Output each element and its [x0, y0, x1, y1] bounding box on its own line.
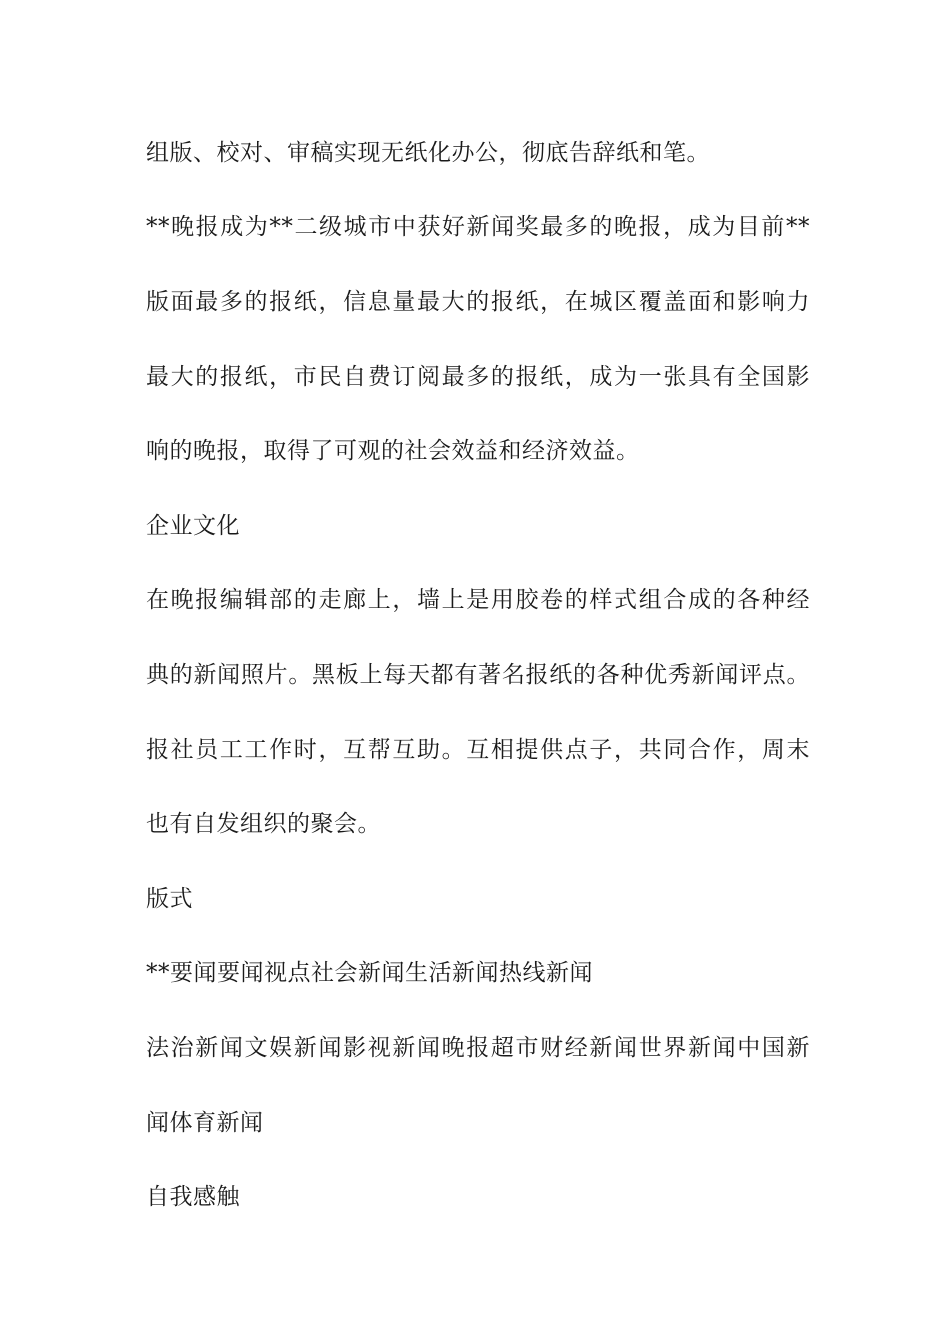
paragraph-line: 闻体育新闻 — [146, 1110, 264, 1136]
paragraph-line: 最大的报纸，市民自费订阅最多的报纸，成为一张具有全国影 — [146, 364, 810, 390]
paragraph-line: 法治新闻文娱新闻影视新闻晚报超市财经新闻世界新闻中国新 — [146, 1035, 810, 1061]
paragraph-line: **要闻要闻视点社会新闻生活新闻热线新闻 — [146, 960, 593, 986]
section-heading: 企业文化 — [146, 513, 240, 539]
paragraph-line: 典的新闻照片。黑板上每天都有著名报纸的各种优秀新闻评点。 — [146, 662, 810, 688]
section-heading: 版式 — [146, 886, 193, 912]
paragraph-line: 在晚报编辑部的走廊上，墙上是用胶卷的样式组合成的各种经 — [146, 587, 810, 613]
paragraph-line: 也有自发组织的聚会。 — [146, 811, 381, 837]
paragraph-line: 报社员工工作时，互帮互助。互相提供点子，共同合作，周末 — [146, 737, 810, 763]
section-heading: 自我感触 — [146, 1184, 240, 1210]
paragraph-line: 响的晚报，取得了可观的社会效益和经济效益。 — [146, 438, 640, 464]
paragraph-line: 版面最多的报纸，信息量最大的报纸，在城区覆盖面和影响力 — [146, 289, 810, 315]
paragraph-line: **晚报成为**二级城市中获好新闻奖最多的晚报，成为目前** — [146, 214, 810, 240]
paragraph-line: 组版、校对、审稿实现无纸化办公，彻底告辞纸和笔。 — [146, 140, 710, 166]
